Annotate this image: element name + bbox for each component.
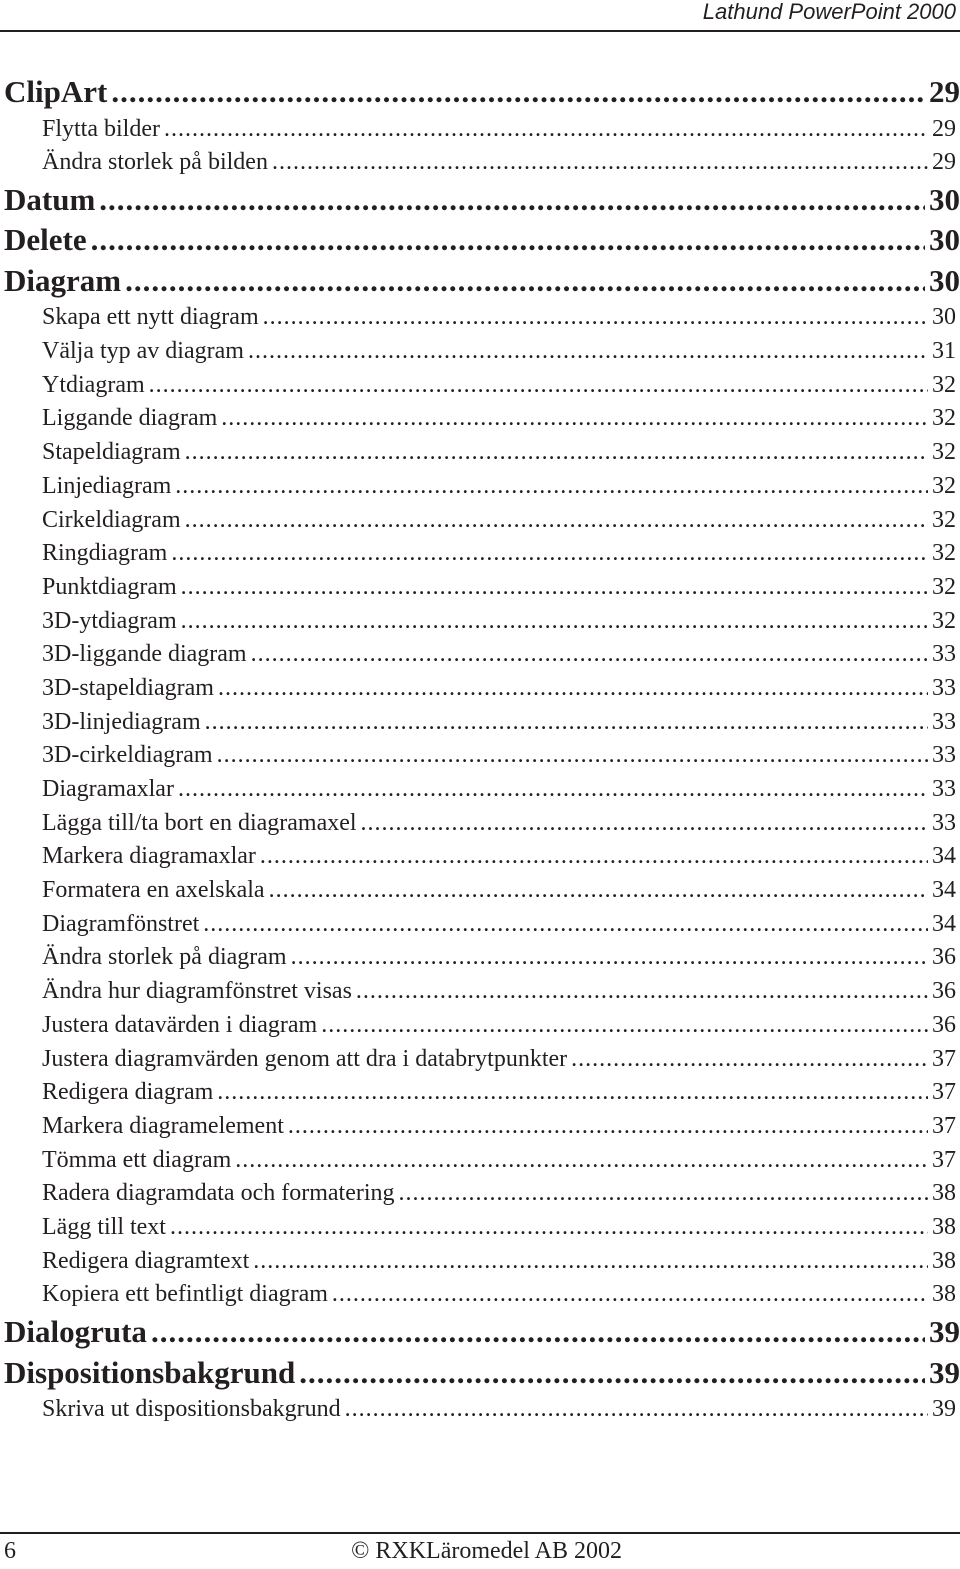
toc-entry-page: 30: [929, 222, 960, 258]
toc-subsection-entry: [0, 1076, 956, 1110]
toc-entry-title: Ringdiagram: [42, 540, 168, 567]
toc-dot-leader: [217, 739, 928, 773]
toc-entry-page: 29: [932, 149, 956, 176]
toc-dot-leader: [218, 672, 928, 706]
toc-entry-page: 34: [932, 843, 956, 870]
toc-dot-leader: [203, 908, 928, 942]
toc-entry-title: Diagram: [4, 262, 122, 298]
toc-entry-page: 33: [932, 641, 956, 668]
toc-section-entry: [0, 1312, 960, 1353]
toc-entry-page: 34: [932, 877, 956, 904]
toc-dot-leader: [253, 1245, 928, 1279]
toc-entry-title: 3D-stapeldiagram: [42, 674, 214, 701]
toc-entry-page: 30: [929, 262, 960, 298]
toc-dot-leader: [251, 638, 928, 672]
toc-dot-leader: [111, 72, 925, 113]
toc-subsection-entry: [0, 301, 956, 335]
toc-dot-leader: [205, 706, 928, 740]
toc-dot-leader: [260, 840, 928, 874]
toc-entry-title: Liggande diagram: [42, 405, 218, 432]
toc-entry-page: 32: [932, 540, 956, 567]
toc-subsection-entry: [0, 504, 956, 538]
toc-entry-title: Ytdiagram: [42, 371, 145, 398]
toc-subsection-entry: [0, 146, 956, 180]
toc-dot-leader: [185, 504, 928, 538]
toc-dot-leader: [399, 1177, 929, 1211]
toc-entry-page: 32: [932, 405, 956, 432]
toc-subsection-entry: [0, 1043, 956, 1077]
toc-dot-leader: [321, 1009, 928, 1043]
toc-subsection-entry: [0, 369, 956, 403]
toc-entry-page: 32: [932, 506, 956, 533]
header-rule: [0, 30, 960, 32]
toc-entry-page: 33: [932, 708, 956, 735]
toc-entry-title: Flytta bilder: [42, 115, 160, 142]
toc-subsection-entry: [0, 436, 956, 470]
toc-entry-page: 32: [932, 439, 956, 466]
toc-dot-leader: [91, 220, 925, 261]
toc-entry-page: 36: [932, 1011, 956, 1038]
toc-entry-title: 3D-liggande diagram: [42, 641, 247, 668]
toc-entry-page: 34: [932, 910, 956, 937]
toc-subsection-entry: [0, 571, 956, 605]
toc-entry-page: 33: [932, 776, 956, 802]
toc-subsection-entry: [0, 706, 956, 740]
toc-dot-leader: [288, 1110, 928, 1144]
toc-dot-leader: [248, 335, 928, 369]
toc-entry-page: 36: [932, 944, 956, 971]
toc-entry-title: Dialogruta: [4, 1314, 147, 1349]
toc-dot-leader: [125, 261, 925, 302]
toc-subsection-entry: [0, 1278, 956, 1312]
toc-dot-leader: [164, 113, 928, 147]
toc-subsection-entry: [0, 807, 956, 841]
toc-subsection-entry: [0, 1177, 956, 1211]
toc-entry-page: 31: [932, 338, 956, 365]
toc-subsection-entry: [0, 113, 956, 147]
toc-entry-title: 3D-ytdiagram: [42, 607, 177, 634]
toc-entry-page: 33: [932, 809, 956, 836]
toc-entry-title: ClipArt: [4, 74, 108, 109]
toc-entry-title: Lägga till/ta bort en diagramaxel: [42, 809, 357, 836]
toc-section-entry: [0, 180, 960, 221]
toc-entry-page: 38: [932, 1213, 956, 1240]
running-header-title: Lathund PowerPoint 2000: [702, 0, 956, 24]
toc-subsection-entry: [0, 874, 956, 908]
toc-entry-page: 32: [932, 472, 956, 499]
toc-entry-title: Justera datavärden i diagram: [42, 1011, 318, 1038]
toc-dot-leader: [571, 1043, 928, 1077]
toc-dot-leader: [345, 1393, 928, 1427]
toc-entry-title: Markera diagramaxlar: [42, 843, 256, 870]
toc-section-entry: [0, 72, 960, 113]
toc-subsection-entry: [0, 739, 956, 773]
toc-entry-title: Cirkeldiagram: [42, 506, 181, 533]
toc-subsection-entry: [0, 1009, 956, 1043]
toc-entry-page: 30: [929, 181, 960, 217]
toc-entry-title: Dispositionsbakgrund: [4, 1354, 296, 1390]
toc-entry-title: 3D-cirkeldiagram: [42, 742, 213, 769]
toc-dot-leader: [99, 180, 925, 221]
toc-dot-leader: [361, 807, 928, 841]
toc-entry-page: 32: [932, 607, 956, 634]
toc-section-entry: [0, 261, 960, 302]
toc-entry-title: 3D-linjediagram: [42, 708, 201, 735]
table-of-contents: [0, 72, 960, 1427]
toc-entry-page: 30: [932, 304, 956, 331]
toc-dot-leader: [185, 436, 928, 470]
toc-entry-page: 37: [932, 1079, 956, 1106]
toc-subsection-entry: [0, 335, 956, 369]
toc-entry-title: Diagramfönstret: [42, 910, 200, 937]
toc-dot-leader: [221, 402, 928, 436]
toc-subsection-entry: [0, 470, 956, 504]
footer-copyright: © RXKLäromedel AB 2002: [351, 1538, 622, 1564]
footer-page-number: 6: [4, 1538, 16, 1564]
toc-entry-title: Formatera en axelskala: [42, 877, 265, 904]
toc-entry-page: 38: [932, 1180, 956, 1207]
toc-subsection-entry: [0, 605, 956, 639]
toc-subsection-entry: [0, 1393, 956, 1427]
toc-subsection-entry: [0, 840, 956, 874]
toc-subsection-entry: [0, 1245, 956, 1279]
toc-entry-page: 38: [932, 1247, 956, 1274]
toc-entry-title: Ändra storlek på diagram: [42, 944, 287, 971]
toc-entry-page: 36: [932, 978, 956, 1005]
toc-dot-leader: [299, 1353, 925, 1394]
toc-entry-title: Stapeldiagram: [42, 439, 181, 466]
toc-subsection-entry: [0, 1211, 956, 1245]
toc-entry-page: 33: [932, 742, 956, 769]
toc-section-entry: [0, 1353, 960, 1394]
toc-entry-title: Redigera diagram: [42, 1079, 214, 1106]
toc-dot-leader: [171, 537, 928, 571]
toc-entry-title: Skapa ett nytt diagram: [42, 304, 259, 331]
toc-entry-title: Punktdiagram: [42, 573, 177, 600]
toc-subsection-entry: [0, 402, 956, 436]
toc-dot-leader: [170, 1211, 928, 1245]
toc-dot-leader: [178, 773, 928, 807]
toc-entry-page: 37: [932, 1045, 956, 1072]
toc-dot-leader: [235, 1144, 928, 1178]
toc-dot-leader: [272, 146, 928, 180]
toc-dot-leader: [181, 571, 928, 605]
toc-section-entry: [0, 220, 960, 261]
toc-entry-page: 32: [932, 573, 956, 600]
toc-entry-page: 33: [932, 674, 956, 701]
toc-dot-leader: [356, 975, 928, 1009]
toc-entry-title: Ändra hur diagramfönstret visas: [42, 978, 352, 1005]
toc-dot-leader: [291, 941, 928, 975]
toc-dot-leader: [181, 605, 928, 639]
toc-entry-title: Ändra storlek på bilden: [42, 149, 268, 176]
toc-entry-title: Markera diagramelement: [42, 1112, 284, 1139]
toc-subsection-entry: [0, 908, 956, 942]
toc-entry-title: Lägg till text: [42, 1213, 166, 1240]
toc-subsection-entry: [0, 672, 956, 706]
toc-dot-leader: [263, 301, 928, 335]
toc-subsection-entry: [0, 941, 956, 975]
toc-entry-title: Tömma ett diagram: [42, 1146, 232, 1173]
toc-dot-leader: [217, 1076, 928, 1110]
toc-entry-title: Redigera diagramtext: [42, 1247, 250, 1274]
toc-entry-page: 32: [932, 371, 956, 398]
toc-entry-title: Linjediagram: [42, 472, 172, 499]
toc-dot-leader: [151, 1312, 925, 1353]
toc-entry-title: Justera diagramvärden genom att dra i databrytpunkter: [42, 1045, 568, 1072]
toc-entry-title: Välja typ av diagram: [42, 338, 244, 365]
toc-dot-leader: [175, 470, 928, 504]
toc-entry-page: 37: [932, 1112, 956, 1139]
toc-subsection-entry: [0, 773, 956, 807]
toc-dot-leader: [269, 874, 928, 908]
toc-entry-title: Delete: [4, 222, 87, 258]
footer-rule: [0, 1532, 960, 1534]
toc-dot-leader: [332, 1278, 928, 1312]
toc-subsection-entry: [0, 537, 956, 571]
toc-subsection-entry: [0, 1110, 956, 1144]
toc-entry-title: Radera diagramdata och formatering: [42, 1180, 395, 1207]
toc-entry-page: 29: [932, 115, 956, 142]
toc-entry-title: Skriva ut dispositionsbakgrund: [42, 1396, 341, 1422]
toc-entry-page: 39: [929, 1354, 960, 1390]
toc-entry-title: Diagramaxlar: [42, 776, 174, 802]
toc-entry-page: 38: [932, 1281, 956, 1308]
toc-dot-leader: [149, 369, 928, 403]
toc-entry-page: 39: [932, 1396, 956, 1422]
toc-entry-title: Datum: [4, 181, 96, 217]
toc-entry-page: 37: [932, 1146, 956, 1173]
toc-subsection-entry: [0, 1144, 956, 1178]
toc-subsection-entry: [0, 638, 956, 672]
toc-subsection-entry: [0, 975, 956, 1009]
toc-entry-page: 29: [929, 74, 960, 109]
toc-entry-title: Kopiera ett befintligt diagram: [42, 1281, 328, 1308]
toc-entry-page: 39: [929, 1314, 960, 1349]
